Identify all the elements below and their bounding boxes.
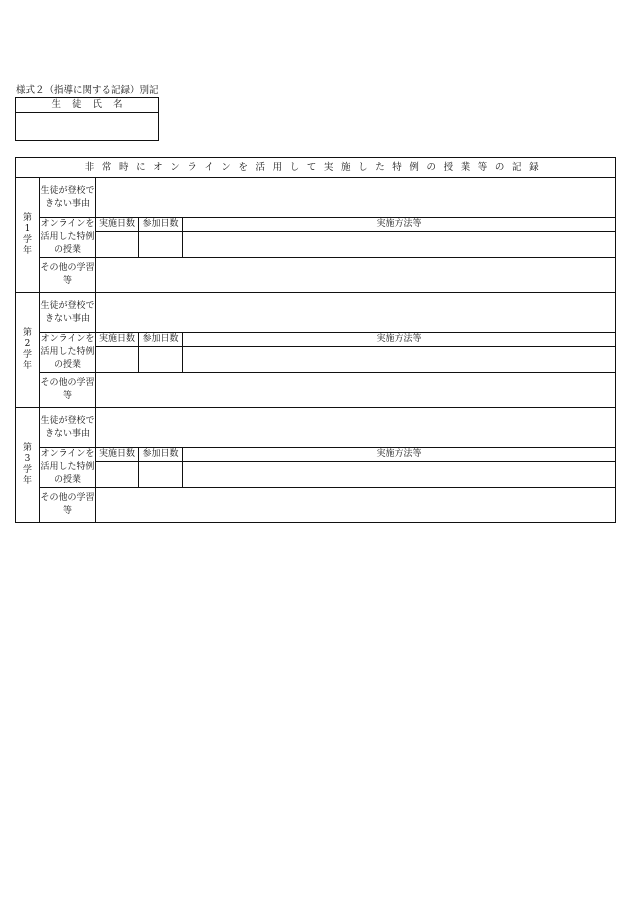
online-label: オンラインを活用した特例の授業: [40, 333, 96, 373]
method-cell-2[interactable]: [183, 347, 616, 373]
days-attended-header: 参加日数: [139, 448, 183, 462]
days-conducted-cell-1[interactable]: [96, 232, 139, 258]
method-header: 実施方法等: [183, 218, 616, 232]
other-label: その他の学習等: [40, 258, 96, 293]
reason-cell-2[interactable]: [96, 293, 616, 333]
days-conducted-cell-2[interactable]: [96, 347, 139, 373]
reason-cell-3[interactable]: [96, 408, 616, 448]
days-conducted-header: 実施日数: [96, 218, 139, 232]
days-conducted-header: 実施日数: [96, 333, 139, 347]
online-label: オンラインを活用した特例の授業: [40, 448, 96, 488]
days-attended-header: 参加日数: [139, 218, 183, 232]
days-conducted-cell-3[interactable]: [96, 462, 139, 488]
days-attended-cell-1[interactable]: [139, 232, 183, 258]
method-cell-1[interactable]: [183, 232, 616, 258]
online-lesson-record-table: [15, 157, 616, 523]
other-label: その他の学習等: [40, 488, 96, 523]
reason-cell-1[interactable]: [96, 178, 616, 218]
reason-label: 生徒が登校できない事由: [40, 178, 96, 218]
form-title: 様式２（指導に関する記録）別記: [16, 85, 159, 96]
other-cell-1[interactable]: [96, 258, 616, 293]
method-cell-3[interactable]: [183, 462, 616, 488]
table-header: 非常時にオンラインを活用して実施した特例の授業等の記録: [16, 158, 616, 178]
days-attended-cell-3[interactable]: [139, 462, 183, 488]
other-cell-2[interactable]: [96, 373, 616, 408]
year-label-3: 第3学年: [16, 408, 40, 523]
student-name-box: [15, 97, 159, 141]
online-label: オンラインを活用した特例の授業: [40, 218, 96, 258]
student-name-field[interactable]: [16, 113, 158, 140]
reason-label: 生徒が登校できない事由: [40, 408, 96, 448]
days-attended-cell-2[interactable]: [139, 347, 183, 373]
student-name-label: 生徒氏名: [16, 98, 158, 113]
method-header: 実施方法等: [183, 333, 616, 347]
year-label-1: 第1学年: [16, 178, 40, 293]
year-label-2: 第2学年: [16, 293, 40, 408]
days-attended-header: 参加日数: [139, 333, 183, 347]
other-cell-3[interactable]: [96, 488, 616, 523]
method-header: 実施方法等: [183, 448, 616, 462]
reason-label: 生徒が登校できない事由: [40, 293, 96, 333]
days-conducted-header: 実施日数: [96, 448, 139, 462]
other-label: その他の学習等: [40, 373, 96, 408]
